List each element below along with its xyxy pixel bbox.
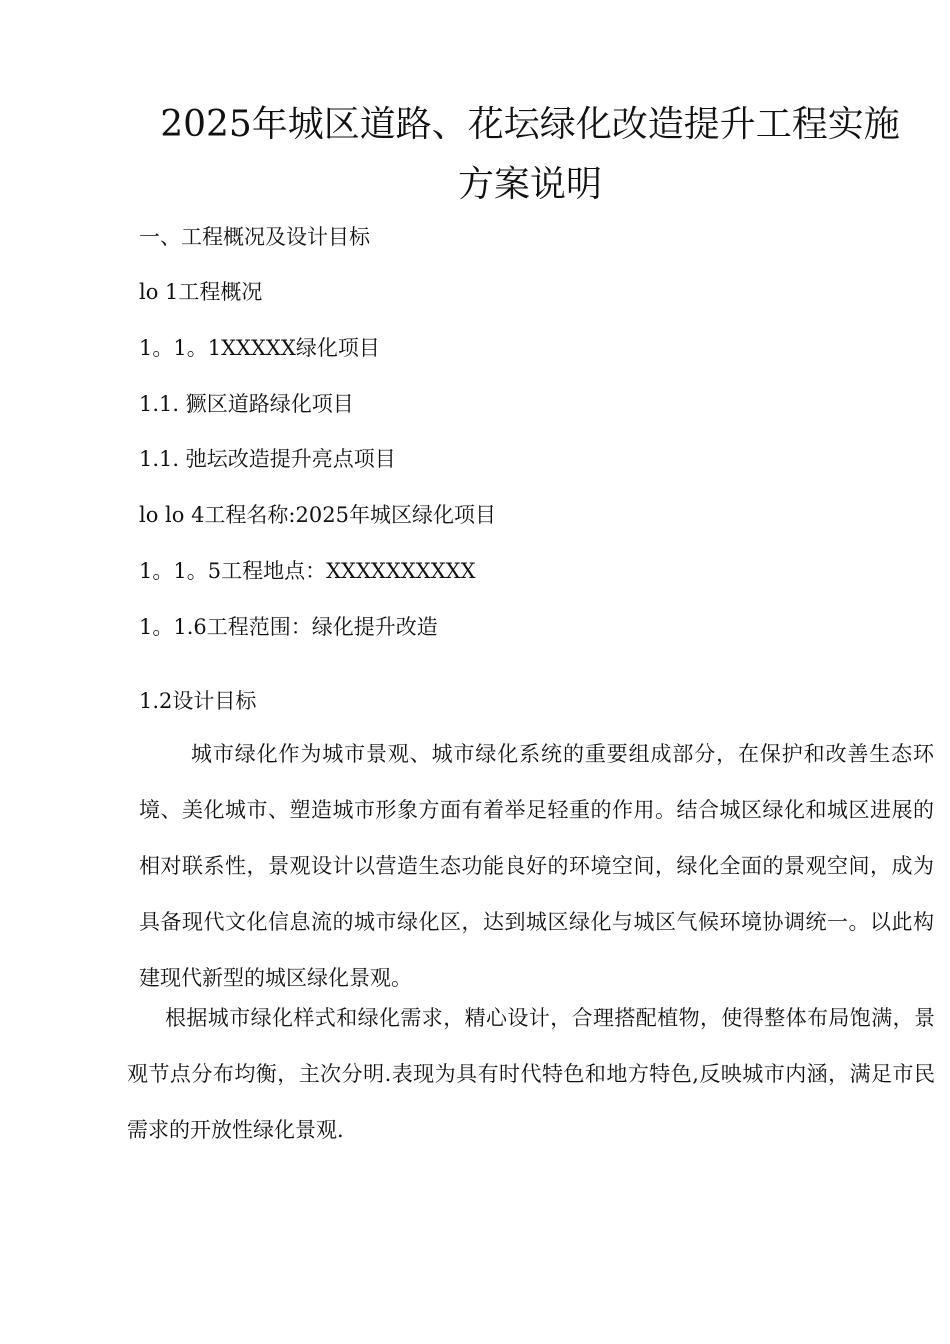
list-item-project-2: 1.1. 獗区道路绿化项目: [139, 392, 354, 416]
project-location-line: 1。1。5工程地点：XXXXXXXXXX: [139, 559, 476, 583]
list-item-project-1: 1。1。1XXXXX绿化项目: [139, 336, 380, 360]
subheading-project-overview: lo 1工程概况: [139, 280, 263, 304]
title-line-2: 方案说明: [457, 164, 602, 205]
project-scope-line: 1。1.6工程范围：绿化提升改造: [139, 615, 438, 639]
paragraph-design-goals: 城市绿化作为城市景观、城市绿化系统的重要组成部分，在保护和改善生态环境、美化城市、塑造城市形象方面有着举足轻重的作用。结合城区绿化和城区进展的相对联系性，景观设计以营造生态功能良好的环境空间，绿化全面的景观空间，成为具备现代文化信息流的城市绿化区，达到城区绿化与城区气候环境协调统一。以此构建现代新型的城区绿化景观。: [139, 742, 934, 990]
project-name-line: lo lo 4工程名称:2025年城区绿化项目: [139, 503, 496, 527]
section-heading-overview: 一、工程概况及设计目标: [139, 225, 370, 249]
paragraph-design-approach: 根据城市绿化样式和绿化需求，精心设计，合理搭配植物，使得整体布局饱满，景观节点分布均衡，主次分明.表现为具有时代特色和地方特色,反映城市内涵，满足市民需求的开放性绿化景观.: [127, 1006, 935, 1142]
list-item-project-3: 1.1. 弛坛改造提升亮点项目: [139, 447, 396, 471]
title-line-1: 2025年城区道路、花坛绿化改造提升工程实施: [160, 104, 900, 145]
document-title: [100, 95, 950, 215]
subheading-design-goals: 1.2设计目标: [139, 689, 257, 713]
